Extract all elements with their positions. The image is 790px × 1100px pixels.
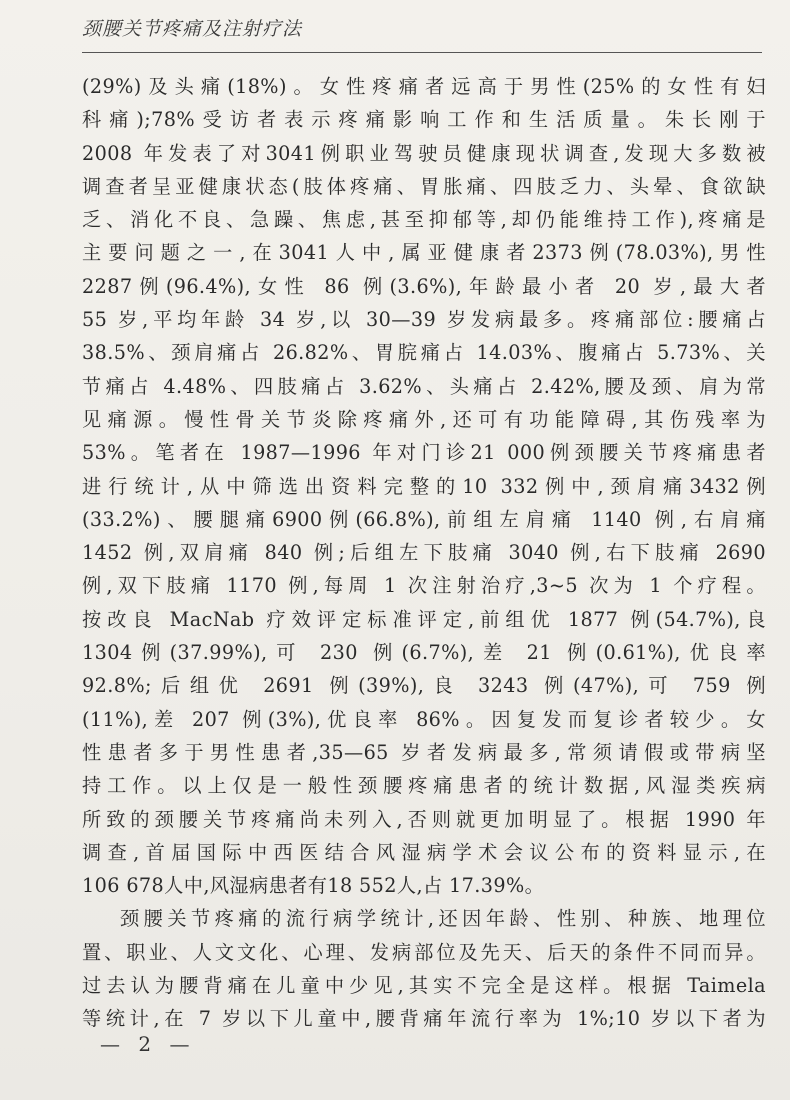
text-line: 乏、消化不良、急躁、焦虑,甚至抑郁等,却仍能维持工作),疼痛是	[82, 208, 766, 232]
text-line: 2287例(96.4%),女性 86 例(3.6%),年龄最小者 20 岁,最大者	[82, 274, 766, 298]
text-line: 见痛源。慢性骨关节炎除疼痛外,还可有功能障碍,其伤残率为	[82, 407, 766, 431]
text-line: 科痛);78%受访者表示疼痛影响工作和生活质量。朱长刚于	[82, 108, 766, 132]
text-line: 节痛占 4.48%、四肢痛占 3.62%、头痛占 2.42%,腰及颈、肩为常	[82, 374, 766, 398]
running-header-title: 颈腰关节疼痛及注射疗法	[82, 18, 303, 40]
text-line: 2008 年发表了对3041例职业驾驶员健康现状调查,发现大多数被	[82, 141, 766, 165]
text-line: 性患者多于男性患者,35—65 岁者发病最多,常须请假或带病坚	[82, 740, 766, 764]
text-line: 38.5%、颈肩痛占 26.82%、胃脘痛占 14.03%、腹痛占 5.73%、关	[82, 341, 766, 365]
text-line: 例,双下肢痛 1170 例,每周 1 次注射治疗,3~5 次为 1 个疗程。	[82, 574, 766, 598]
text-line: 所致的颈腰关节疼痛尚未列入,否则就更加明显了。根据 1990 年	[82, 807, 766, 831]
text-line: 1452 例,双肩痛 840 例;后组左下肢痛 3040 例,右下肢痛 2690	[82, 541, 766, 565]
text-line: 92.8%;后组优 2691 例(39%),良 3243 例(47%),可 759 例	[82, 674, 766, 698]
text-line: 53%。笔者在 1987—1996 年对门诊21 000例颈腰关节疼痛患者	[82, 441, 766, 465]
text-line: 按改良 MacNab 疗效评定标准评定,前组优 1877 例(54.7%),良	[82, 607, 766, 631]
text-line: 调查者呈亚健康状态(肢体疼痛、胃胀痛、四肢乏力、头晕、食欲缺	[82, 174, 766, 198]
text-line: 等统计,在 7 岁以下儿童中,腰背痛年流行率为 1%;10 岁以下者为	[82, 1007, 766, 1031]
text-line: 置、职业、人文文化、心理、发病部位及先天、后天的条件不同而异。	[82, 940, 766, 964]
text-line: 55 岁,平均年龄 34 岁,以 30—39 岁发病最多。疼痛部位:腰痛占	[82, 308, 766, 332]
text-line: 过去认为腰背痛在儿童中少见,其实不完全是这样。根据 Taimela	[82, 974, 766, 998]
text-line: (11%),差 207 例(3%),优良率 86%。因复发而复诊者较少。女	[82, 707, 766, 731]
body-text	[82, 70, 766, 1036]
text-line: 进行统计,从中筛选出资料完整的10 332例中,颈肩痛3432例	[82, 474, 766, 498]
text-line-paragraph-end: 106 678人中,风湿病患者有18 552人,占 17.39%。	[82, 874, 545, 898]
header-rule	[82, 52, 762, 53]
text-line: 调查,首届国际中西医结合风湿病学术会议公布的资料显示,在	[82, 840, 766, 864]
text-line: (33.2%)、腰腿痛6900例(66.8%),前组左肩痛 1140 例,右肩痛	[82, 507, 766, 531]
text-line: 持工作。以上仅是一般性颈腰疼痛患者的统计数据,风湿类疾病	[82, 774, 766, 798]
page-number: — 2 —	[100, 1032, 196, 1056]
text-line-paragraph-start: 颈腰关节疼痛的流行病学统计,还因年龄、性别、种族、地理位	[120, 907, 766, 931]
text-line: (29%)及头痛(18%)。女性疼痛者远高于男性(25%的女性有妇	[82, 75, 766, 98]
text-line: 主要问题之一,在3041人中,属亚健康者2373例(78.03%),男性	[82, 241, 766, 265]
text-line: 1304例(37.99%),可 230 例(6.7%),差 21 例(0.61%),优良率	[82, 641, 766, 665]
